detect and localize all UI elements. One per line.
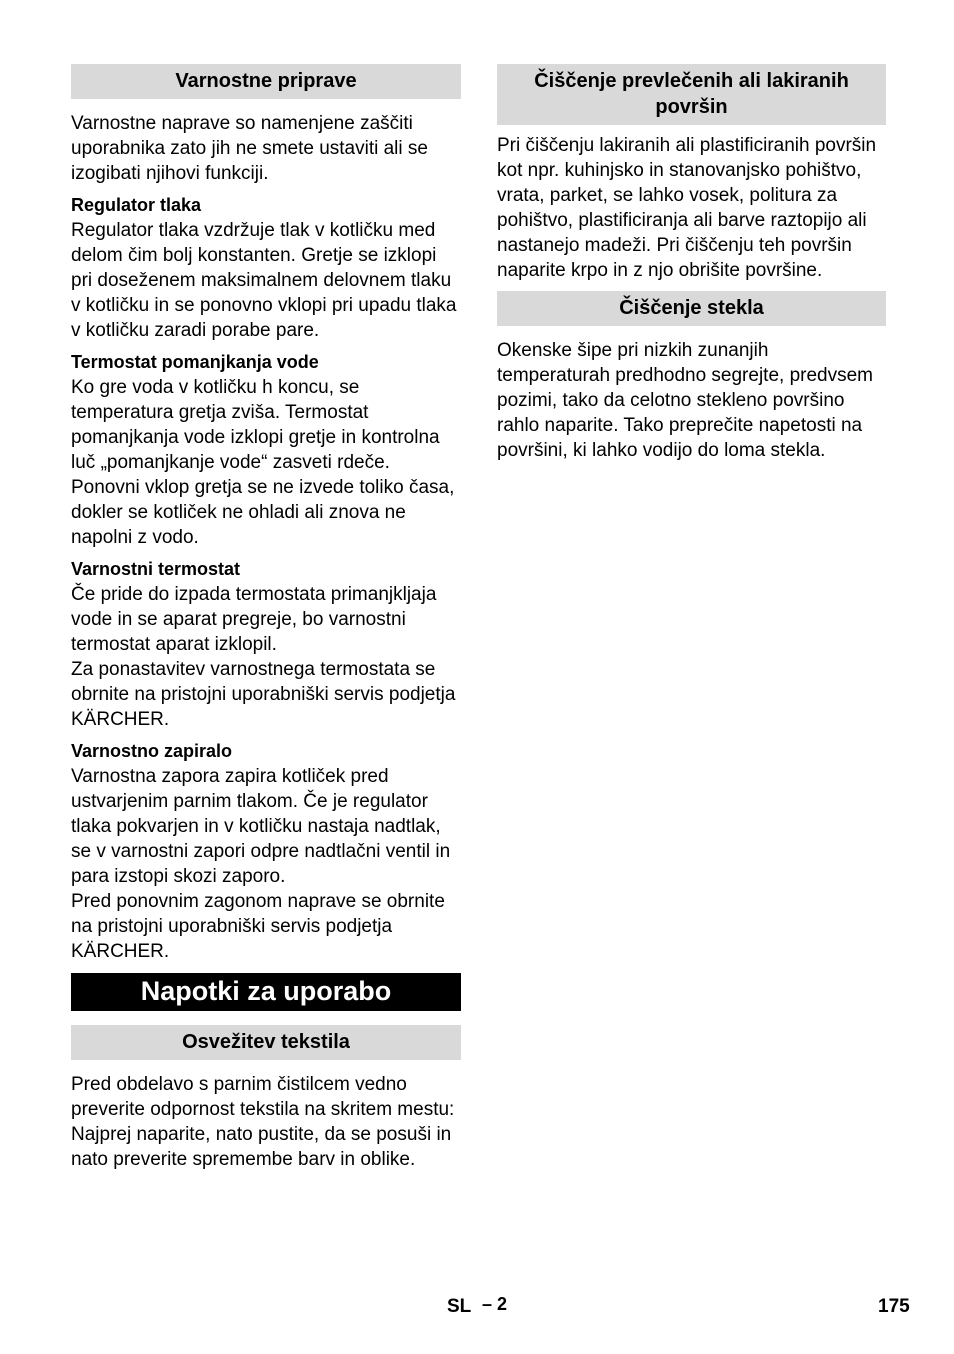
subheading-safety-valve: Varnostno zapiralo [71,741,233,761]
section-heading-coated-surfaces: Čiščenje prevlečenih ali lakiranih površin [497,64,886,125]
right-column [497,64,886,463]
glass-cleaning-text: Okenske šipe pri nizkih zunanjih temperaturah predhodno segrejte, predvsem pozimi, tako da celotno stekleno površino rahlo naparite. Tako preprečite napetosti na površini, ki lahko vodijo do loma stekla. [497,340,874,461]
left-column [71,64,461,1172]
subheading-pressure-regulator: Regulator tlaka [71,195,202,215]
footer-page-number: 175 [878,1296,910,1317]
main-heading-usage-tips: Napotki za uporabo [71,973,461,1011]
water-thermostat-text: Ko gre voda v kotličku h koncu, se temperatura gretja zviša. Termostat pomanjkanja vode izklopi gretje in kontrolna luč „pomanjkanje vode“ zasveti rdeče. Ponovni vklop gretja se ne izvede toliko časa, dokler se kotliček ne ohladi ali znova ne napolni z vodo. [71,377,455,548]
safety-valve-text-2: Pred ponovnim zagonom naprave se obrnite na pristojni uporabniški servis podjetja KÄRCHER. [71,891,445,962]
subheading-water-thermostat: Termostat pomanjkanja vode [71,352,319,372]
coated-surfaces-text: Pri čiščenju lakiranih ali plastificiranih površin kot npr. kuhinjsko in stanovanjsko pohištvo, vrata, parket, se lahko vosek, politura za pohištvo, plastificiranja ali barve raztopijo ali nastanejo madeži. Pri čiščenju teh površin naparite krpo in z njo obrišite površine. [497,135,877,281]
pressure-regulator-text: Regulator tlaka vzdržuje tlak v kotličku med delom čim bolj konstanten. Gretje se izklopi pri doseženem maksimalnem delovnem tlaku v kotličku in se ponovno vklopi pri upadu tlaka v kotličku zaradi porabe pare. [71,220,457,341]
section-heading-textile-refresh: Osvežitev tekstila [71,1025,461,1060]
safety-devices-intro: Varnostne naprave so namenjene zaščiti uporabnika zato jih ne smete ustaviti ali se izogibati njihovi funkciji. [71,113,428,184]
footer-section-number: – 2 [482,1294,508,1314]
subheading-safety-thermostat: Varnostni termostat [71,559,241,579]
safety-thermostat-text-2: Za ponastavitev varnostnega termostata se obrnite na pristojni uporabniški servis podjetja KÄRCHER. [71,659,456,730]
section-heading-safety-devices: Varnostne priprave [71,64,461,99]
section-heading-glass-cleaning: Čiščenje stekla [497,291,886,326]
safety-thermostat-text-1: Če pride do izpada termostata primanjkljaja vode in se aparat pregreje, bo varnostni termostat aparat izklopil. [71,584,437,655]
safety-valve-text-1: Varnostna zapora zapira kotliček pred ustvarjenim parnim tlakom. Če je regulator tlaka pokvarjen in v kotličku nastaja nadtlak, se v varnostni zapori odpre nadtlačni ventil in para izstopi skozi zaporo. [71,766,451,887]
textile-refresh-text: Pred obdelavo s parnim čistilcem vedno preverite odpornost tekstila na skritem mestu: Najprej naparite, nato pustite, da se posuši in nato preverite spremembe barv in oblike. [71,1074,455,1170]
footer-language: SL [447,1296,472,1317]
